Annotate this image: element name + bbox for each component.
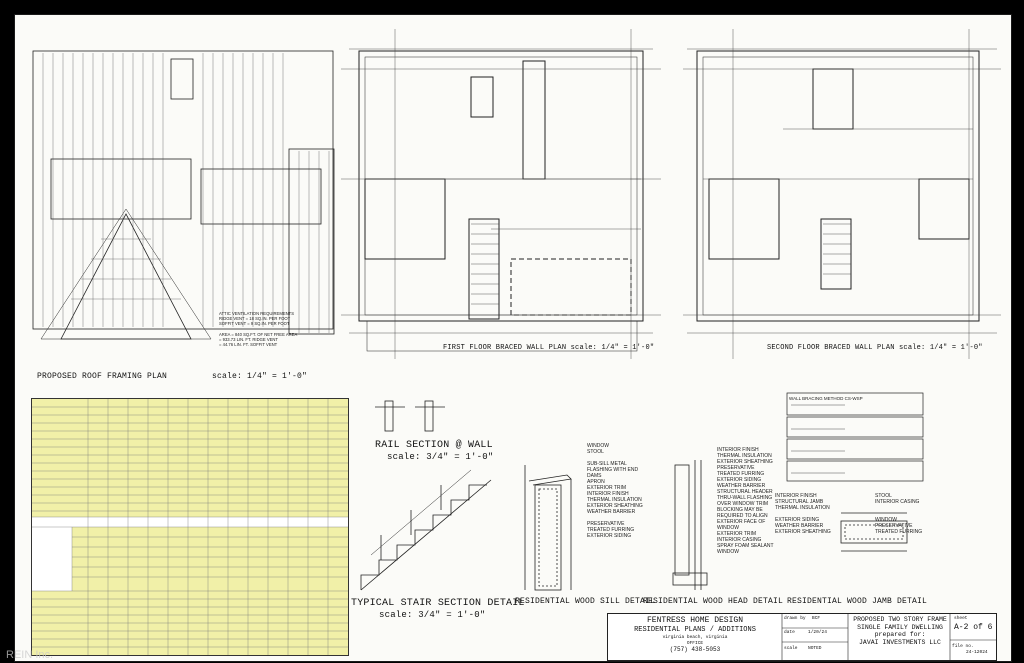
- jamb-detail-notes-left: INTERIOR FINISH STRUCTURAL JAMB THERMAL INSULATION EXTERIOR SIDING WEATHER BARRIER EXTERIOR SHEATHING: [775, 493, 831, 535]
- jamb-detail-title: RESIDENTIAL WOOD JAMB DETAIL: [787, 597, 928, 606]
- rail-section-scale: scale: 3/4" = 1'-0": [387, 452, 494, 462]
- jamb-detail-notes-right: STOOL INTERIOR CASING WINDOW PRESERVATIVE TREATED FURRING: [875, 493, 923, 535]
- date-value: 1/20/24: [808, 630, 827, 635]
- sill-detail-title: RESIDENTIAL WOOD SILL DETAIL: [515, 597, 656, 606]
- second-floor-title-text: SECOND FLOOR BRACED WALL PLAN: [767, 344, 895, 352]
- drawn-by-value: BCF: [812, 616, 821, 621]
- firm-name: FENTRESS HOME DESIGN: [646, 616, 743, 625]
- first-floor-title-text: FIRST FLOOR BRACED WALL PLAN: [443, 344, 567, 352]
- head-detail-title: RESIDENTIAL WOOD HEAD DETAIL: [643, 597, 784, 606]
- second-floor-plan-title: [767, 344, 983, 352]
- braced-wall-table: [31, 398, 349, 656]
- stair-section-title: TYPICAL STAIR SECTION DETAIL: [351, 598, 525, 609]
- project-description: PROPOSED TWO STORY FRAME SINGLE FAMILY DWELLING prepared for: JAVAI INVESTMENTS LLC: [853, 616, 947, 646]
- roof-plan-title: [37, 372, 307, 381]
- second-floor-scale: scale: 1/4" = 1'-0": [899, 344, 983, 352]
- stair-section-scale: scale: 3/4" = 1'-0": [379, 610, 486, 620]
- file-no-value: 24-12024: [966, 650, 988, 655]
- table-gridlines: [32, 399, 348, 655]
- bracing-method-header: WALL BRACING METHOD CS-WSP: [789, 396, 863, 401]
- roof-plan-scale: scale: 1/4" = 1'-0": [212, 372, 308, 381]
- sheet-label: sheet: [954, 616, 968, 621]
- blueprint-sheet: [14, 14, 1012, 662]
- drawn-by-label: drawn by: [784, 616, 806, 621]
- firm-phone: (757) 438-5053: [669, 646, 721, 653]
- roof-plan-title-text: PROPOSED ROOF FRAMING PLAN: [37, 372, 168, 381]
- firm-office-label: OFFICE: [686, 641, 704, 646]
- firm-location: virginia beach, virginia: [662, 635, 728, 640]
- first-floor-plan-title: [443, 344, 654, 352]
- file-no-label: file no.: [952, 644, 974, 649]
- title-block-dividers: [608, 614, 996, 660]
- bracing-method-panels: [785, 391, 925, 485]
- watermark-logo: REIN Inc.: [6, 649, 54, 661]
- sill-detail-notes: WINDOW STOOL SUB-SILL METAL FLASHING WITH END DAMS APRON EXTERIOR TRIM INTERIOR FINISH THERMAL INSULATION EXTERIOR SHEATHING WEATHER BARRIER PRESERVATIVE TREATED FURRING EXTERIOR SIDING: [587, 443, 643, 539]
- date-label: date: [784, 630, 795, 635]
- first-floor-plan: [341, 29, 661, 359]
- first-floor-scale: scale: 1/4" = 1'-0": [570, 344, 655, 352]
- rail-section-drawing: [365, 399, 475, 439]
- scale-value: NOTED: [808, 646, 822, 651]
- sheet-value: A-2 of 6: [954, 623, 993, 632]
- stair-section-drawing: [351, 465, 511, 595]
- scale-label: scale: [784, 646, 798, 651]
- firm-subtitle: RESIDENTIAL PLANS / ADDITIONS: [634, 626, 756, 634]
- second-floor-plan: [683, 29, 1001, 359]
- head-detail-notes: INTERIOR FINISH THERMAL INSULATION EXTERIOR SHEATHING PRESERVATIVE TREATED FURRING EXTERIOR SIDING WEATHER BARRIER STRUCTURAL HEADER THRU-WALL FLASHING OVER WINDOW TRIM BLOCKING MAY BE REQUIRED TO ALIGN EXTERIOR FACE OF WINDOW EXTERIOR TRIM INTERIOR CASING SPRAY FOAM SEALANT WINDOW: [717, 447, 774, 555]
- title-block: [607, 613, 997, 661]
- roof-ventilation-notes: ATTIC VENTILATION REQUIREMENTS RIDGE VENT = 18 SQ.IN. PER FOOT SOFFIT VENT = 9 SQ.IN. PER FOOT AREA = 840 SQ.FT. OF NET FREE AREA = 933.73 LIN. FT. RIDGE VENT = 44.76 LIN. FT. SOFFIT VENT: [219, 311, 298, 348]
- rail-section-title: RAIL SECTION @ WALL: [375, 440, 493, 451]
